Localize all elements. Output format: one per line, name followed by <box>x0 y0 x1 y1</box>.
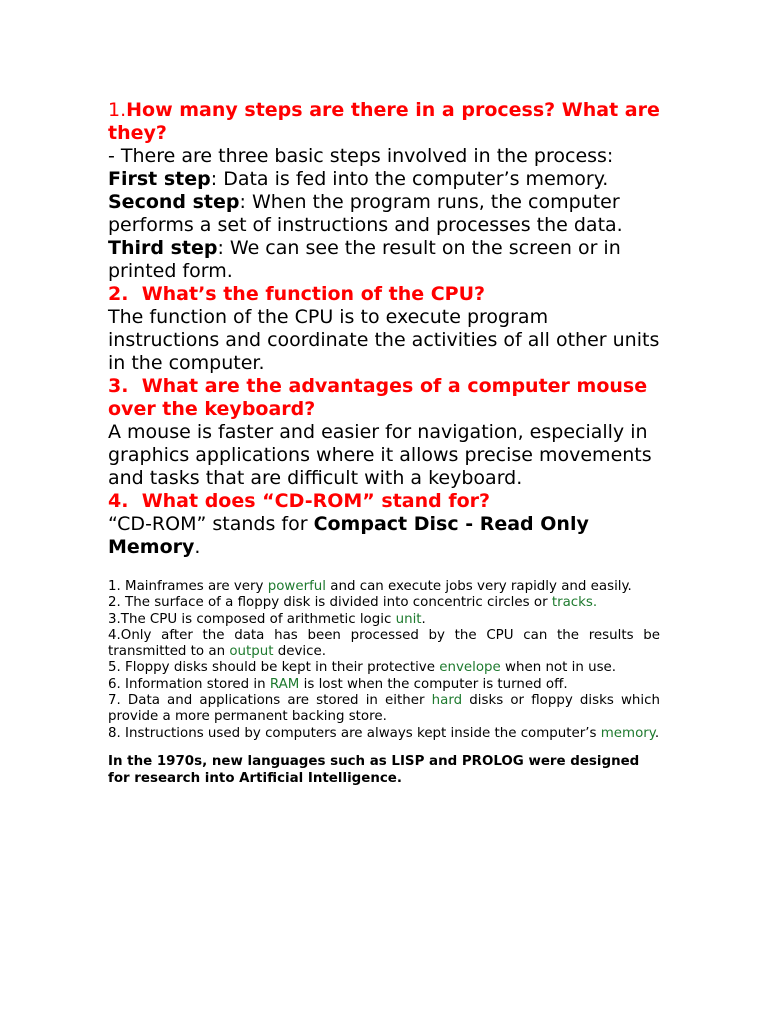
answer-1-step-2 <box>108 191 660 237</box>
answer-4 <box>108 513 660 559</box>
question-1 <box>108 99 660 145</box>
answer-4-bold: Compact Disc - Read Only Memory <box>108 513 589 558</box>
sentence-text: 4.Only after the data has been processed by the CPU can the results be transmitted to an <box>108 627 660 660</box>
step-1-text: : Data is fed into the computer’s memory. <box>210 168 609 190</box>
question-3 <box>108 375 660 421</box>
list-item <box>108 595 660 611</box>
list-item <box>108 579 660 595</box>
question-1-number: 1. <box>108 99 127 121</box>
sentence-keyword: output <box>229 644 274 660</box>
list-item <box>108 660 660 676</box>
sentence-text: . <box>421 611 426 627</box>
sentence-text: 3.The CPU is composed of arithmetic logic <box>108 611 396 627</box>
answer-1-intro: - There are three basic steps involved in the process: <box>108 145 614 167</box>
answer-4-post: . <box>194 536 201 558</box>
sentence-text: 7. Data and applications are stored in either <box>108 693 432 709</box>
sentence-keyword: tracks. <box>551 595 598 611</box>
question-2 <box>108 283 660 306</box>
sentence-text: 5. Floppy disks should be kept in their protective <box>108 660 440 676</box>
question-3-text: What are the advantages of a computer mouse over the keyboard? <box>108 375 648 420</box>
sentence-keyword: hard <box>431 693 463 709</box>
sentence-text: 8. Instructions used by computers are always kept inside the computer’s <box>108 725 601 741</box>
question-4-number: 4. <box>108 490 129 512</box>
question-2-text: What’s the function of the CPU? <box>141 283 486 305</box>
answer-1 <box>108 145 660 191</box>
question-4 <box>108 490 660 513</box>
sentence-text: 1. Mainframes are very <box>108 579 268 594</box>
sentence-text: . <box>654 725 660 741</box>
list-item <box>108 677 660 693</box>
sentence-keyword: envelope <box>439 660 501 676</box>
sentence-text: and can execute jobs very rapidly and easily. <box>326 579 632 594</box>
answer-3: A mouse is faster and easier for navigation, especially in graphics applications where it allows precise movements and tasks that are difficult with a keyboard. <box>108 421 652 489</box>
sentence-text: when not in use. <box>500 660 617 676</box>
qa-section <box>108 99 660 559</box>
sentence-text: device. <box>273 644 327 660</box>
step-3-label: Third step <box>108 237 218 259</box>
list-item <box>108 612 660 628</box>
sentence-text: 2. The surface of a floppy disk is divided into concentric circles or <box>108 595 552 611</box>
question-3-number: 3. <box>108 375 129 397</box>
answer-2: The function of the CPU is to execute program instructions and coordinate the activities of all other units in the computer. <box>108 306 660 374</box>
list-item <box>108 628 660 661</box>
sentence-list <box>108 579 660 742</box>
question-2-number: 2. <box>108 283 129 305</box>
sentence-keyword: RAM <box>269 676 300 692</box>
step-3-text: : We can see the result on the screen or in printed form. <box>108 237 621 282</box>
sentence-keyword: unit <box>395 611 422 627</box>
list-item <box>108 693 660 726</box>
question-1-text: How many steps are there in a process? What are they? <box>108 99 660 144</box>
sentence-keyword: powerful <box>267 579 327 594</box>
step-2-label: Second step <box>108 191 240 213</box>
sentence-keyword: memory <box>600 725 655 741</box>
sentence-text: 6. Information stored in <box>108 676 270 692</box>
sentence-text: is lost when the computer is turned off. <box>299 676 568 692</box>
answer-1-step-3 <box>108 237 660 283</box>
step-1-label: First step <box>108 168 211 190</box>
answer-4-pre: “CD-ROM” stands for <box>108 513 314 535</box>
closing-paragraph: In the 1970s, new languages such as LISP and PROLOG were designed for research into Artificial Intelligence. <box>108 753 640 786</box>
list-item <box>108 726 660 742</box>
question-4-text: What does “CD-ROM” stand for? <box>141 490 491 512</box>
step-2-text: : When the program runs, the computer performs a set of instructions and processes the data. <box>108 191 623 236</box>
sentence-text: disks or floppy disks which provide a more permanent backing store. <box>108 693 660 725</box>
